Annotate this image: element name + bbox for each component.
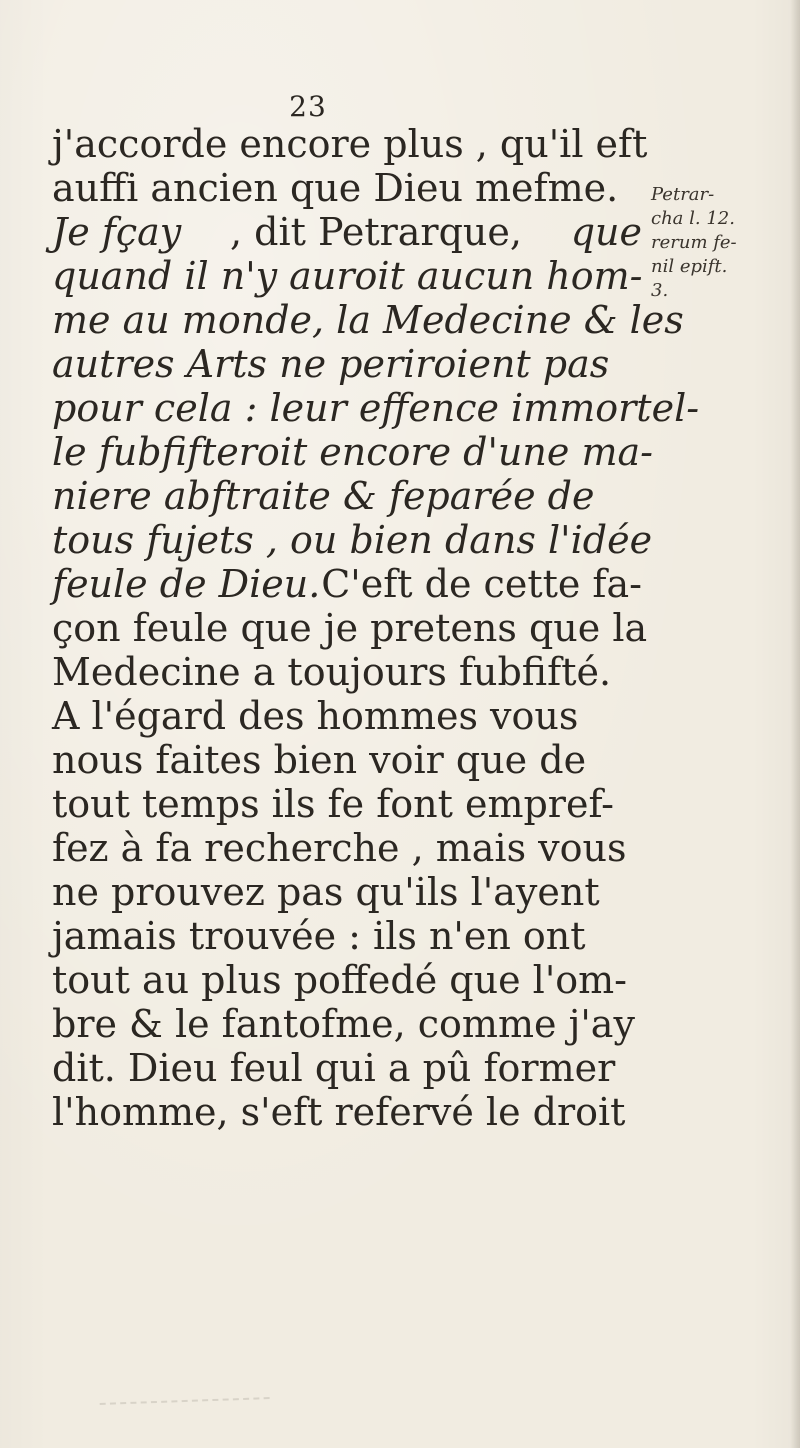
text-line: tous fujets , ou bien dans l'idée bbox=[52, 518, 653, 562]
text-line: çon feule que je pretens que la bbox=[52, 606, 648, 650]
text-line: ne prouvez pas qu'ils l'ayent bbox=[52, 870, 600, 914]
text-line: tout au plus poffedé que l'om- bbox=[52, 958, 628, 1002]
text-line: jamais trouvée : ils n'en ont bbox=[52, 914, 586, 958]
text-line: niere abftraite & feparée de bbox=[52, 474, 595, 518]
page-edge-shadow bbox=[790, 0, 800, 1448]
text-line: bre & le fantofme, comme j'ay bbox=[52, 1002, 635, 1046]
text-line: nous faites bien voir que de bbox=[52, 738, 587, 782]
text-line: quand il n'y auroit aucun hom- bbox=[52, 254, 643, 298]
marginal-note: Petrar- cha l. 12. rerum fe- nil epift. 3. bbox=[651, 184, 737, 301]
bleed-through-mark bbox=[100, 1397, 271, 1425]
text-line: fez à fa recherche , mais vous bbox=[52, 826, 627, 870]
text-line: Medecine a toujours fubfifté. bbox=[52, 650, 612, 694]
text-line: me au monde, la Medecine & les bbox=[52, 298, 684, 342]
text-line: le fubfifteroit encore d'une ma- bbox=[52, 430, 653, 474]
text-line: tout temps ils fe font empref- bbox=[52, 782, 615, 826]
text-line: feule de Dieu. C'eft de cette fa- bbox=[52, 562, 642, 606]
text-line: Je fçay , dit Petrarque, que bbox=[52, 210, 642, 254]
text-line: A l'égard des hommes vous bbox=[52, 694, 579, 738]
page-number: 23 bbox=[289, 90, 327, 123]
text-line: l'homme, s'eft refervé le droit bbox=[52, 1090, 626, 1134]
text-line: pour cela : leur effence immortel- bbox=[52, 386, 700, 430]
text-line: auffi ancien que Dieu mefme. bbox=[52, 166, 619, 210]
text-line: j'accorde encore plus , qu'il eft bbox=[52, 122, 648, 166]
text-line: dit. Dieu feul qui a pû former bbox=[52, 1046, 616, 1090]
text-line: autres Arts ne periroient pas bbox=[52, 342, 610, 386]
